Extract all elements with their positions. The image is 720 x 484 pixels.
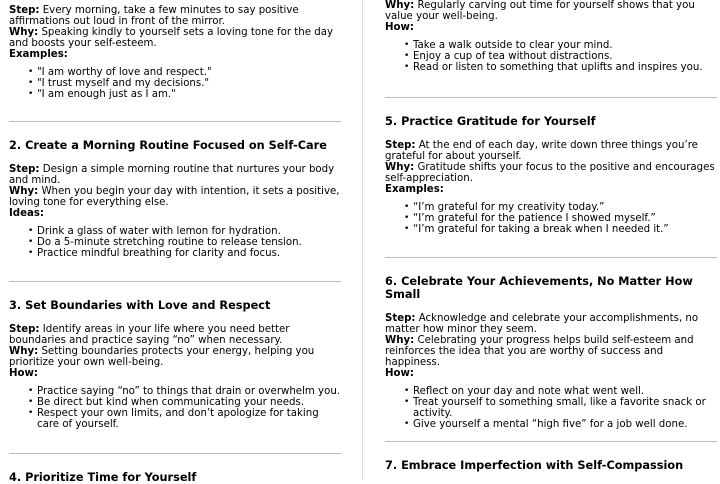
step-text: Step: Acknowledge and celebrate your accomplishments, no matter how minor they seem. <box>385 313 699 335</box>
left-column <box>0 0 342 484</box>
list-item: • Drink a glass of water with lemon for hydration. <box>9 226 342 237</box>
list-label: Examples: <box>9 49 68 60</box>
list-item: • “I’m grateful for the patience I showed myself.” <box>385 213 720 224</box>
section-divider <box>385 97 717 98</box>
list-item: • Do a 5-minute stretching routine to release tension. <box>9 237 342 248</box>
section-2-body <box>9 164 342 259</box>
list-item: • Read or listen to something that uplifts and inspires you. <box>385 62 720 73</box>
list-item: • Practice saying “no” to things that drain or overwhelm you. <box>9 386 342 397</box>
section-3-body <box>9 324 342 430</box>
section-divider <box>9 453 341 454</box>
how-list <box>9 386 342 430</box>
column-divider <box>362 0 363 480</box>
how-list <box>385 386 720 430</box>
step-text: Step: At the end of each day, write down three things you’re grateful for about yourself. <box>385 140 698 162</box>
why-text: Why: Regularly carving out time for yourself shows that you value your well-being. <box>385 0 695 22</box>
list-item: • Give yourself a mental “high five” for a job well done. <box>385 419 720 430</box>
list-item: • "I am enough just as I am." <box>9 89 342 100</box>
how-list <box>385 40 720 73</box>
list-item: • “I’m grateful for taking a break when I needed it.” <box>385 224 720 235</box>
why-text: Why: Speaking kindly to yourself sets a loving tone for the day and boosts your self-esteem. <box>9 27 333 49</box>
section-4-title: 4. Prioritize Time for Yourself <box>9 471 197 484</box>
list-item: • “I’m grateful for my creativity today.” <box>385 202 720 213</box>
right-column <box>376 0 720 480</box>
section-4-body <box>385 0 720 73</box>
examples-list <box>9 67 342 100</box>
section-6-title: 6. Celebrate Your Achievements, No Matter How Small <box>385 275 693 301</box>
section-divider <box>385 441 717 442</box>
list-item: • Treat yourself to something small, like a favorite snack or activity. <box>385 397 720 419</box>
section-5-title: 5. Practice Gratitude for Yourself <box>385 115 596 128</box>
list-item: • "I am worthy of love and respect." <box>9 67 342 78</box>
section-2-title: 2. Create a Morning Routine Focused on Self-Care <box>9 139 327 152</box>
list-item: • Practice mindful breathing for clarity and focus. <box>9 248 342 259</box>
section-divider <box>9 281 341 282</box>
section-7-title: 7. Embrace Imperfection with Self-Compassion <box>385 459 684 472</box>
list-item: • Be direct but kind when communicating your needs. <box>9 397 342 408</box>
examples-list <box>385 202 720 235</box>
why-text: Why: Gratitude shifts your focus to the positive and encourages self-appreciation. <box>385 162 715 184</box>
list-item: • "I trust myself and my decisions." <box>9 78 342 89</box>
step-label: Step: <box>9 5 40 16</box>
section-5-body <box>385 140 720 235</box>
section-1-body <box>9 5 342 100</box>
why-text: Why: When you begin your day with intention, it sets a positive, loving tone for everything else. <box>9 186 340 208</box>
why-label: Why: <box>9 27 39 38</box>
list-label: How: <box>9 368 39 379</box>
list-label: Ideas: <box>9 208 45 219</box>
list-item: • Take a walk outside to clear your mind. <box>385 40 720 51</box>
list-item: • Respect your own limits, and don’t apologize for taking care of yourself. <box>9 408 342 430</box>
why-text: Why: Setting boundaries protects your energy, helping you prioritize your own well-being. <box>9 346 315 368</box>
section-3-title: 3. Set Boundaries with Love and Respect <box>9 299 271 312</box>
list-label: How: <box>385 368 415 379</box>
section-divider <box>385 257 717 258</box>
step-text: Step: Every morning, take a few minutes to say positive affirmations out loud in front of the mirror. <box>9 5 299 27</box>
section-6-body <box>385 313 720 430</box>
list-label: How: <box>385 22 415 33</box>
list-item: • Reflect on your day and note what went well. <box>385 386 720 397</box>
why-text: Why: Celebrating your progress helps build self-esteem and reinforces the idea that you are worthy of success and happiness. <box>385 335 694 368</box>
step-text: Step: Identify areas in your life where you need better boundaries and practice saying “no” when necessary. <box>9 324 290 346</box>
list-label: Examples: <box>385 184 444 195</box>
ideas-list <box>9 226 342 259</box>
step-text: Step: Design a simple morning routine that nurtures your body and mind. <box>9 164 335 186</box>
section-divider <box>9 121 341 122</box>
list-item: • Enjoy a cup of tea without distractions. <box>385 51 720 62</box>
